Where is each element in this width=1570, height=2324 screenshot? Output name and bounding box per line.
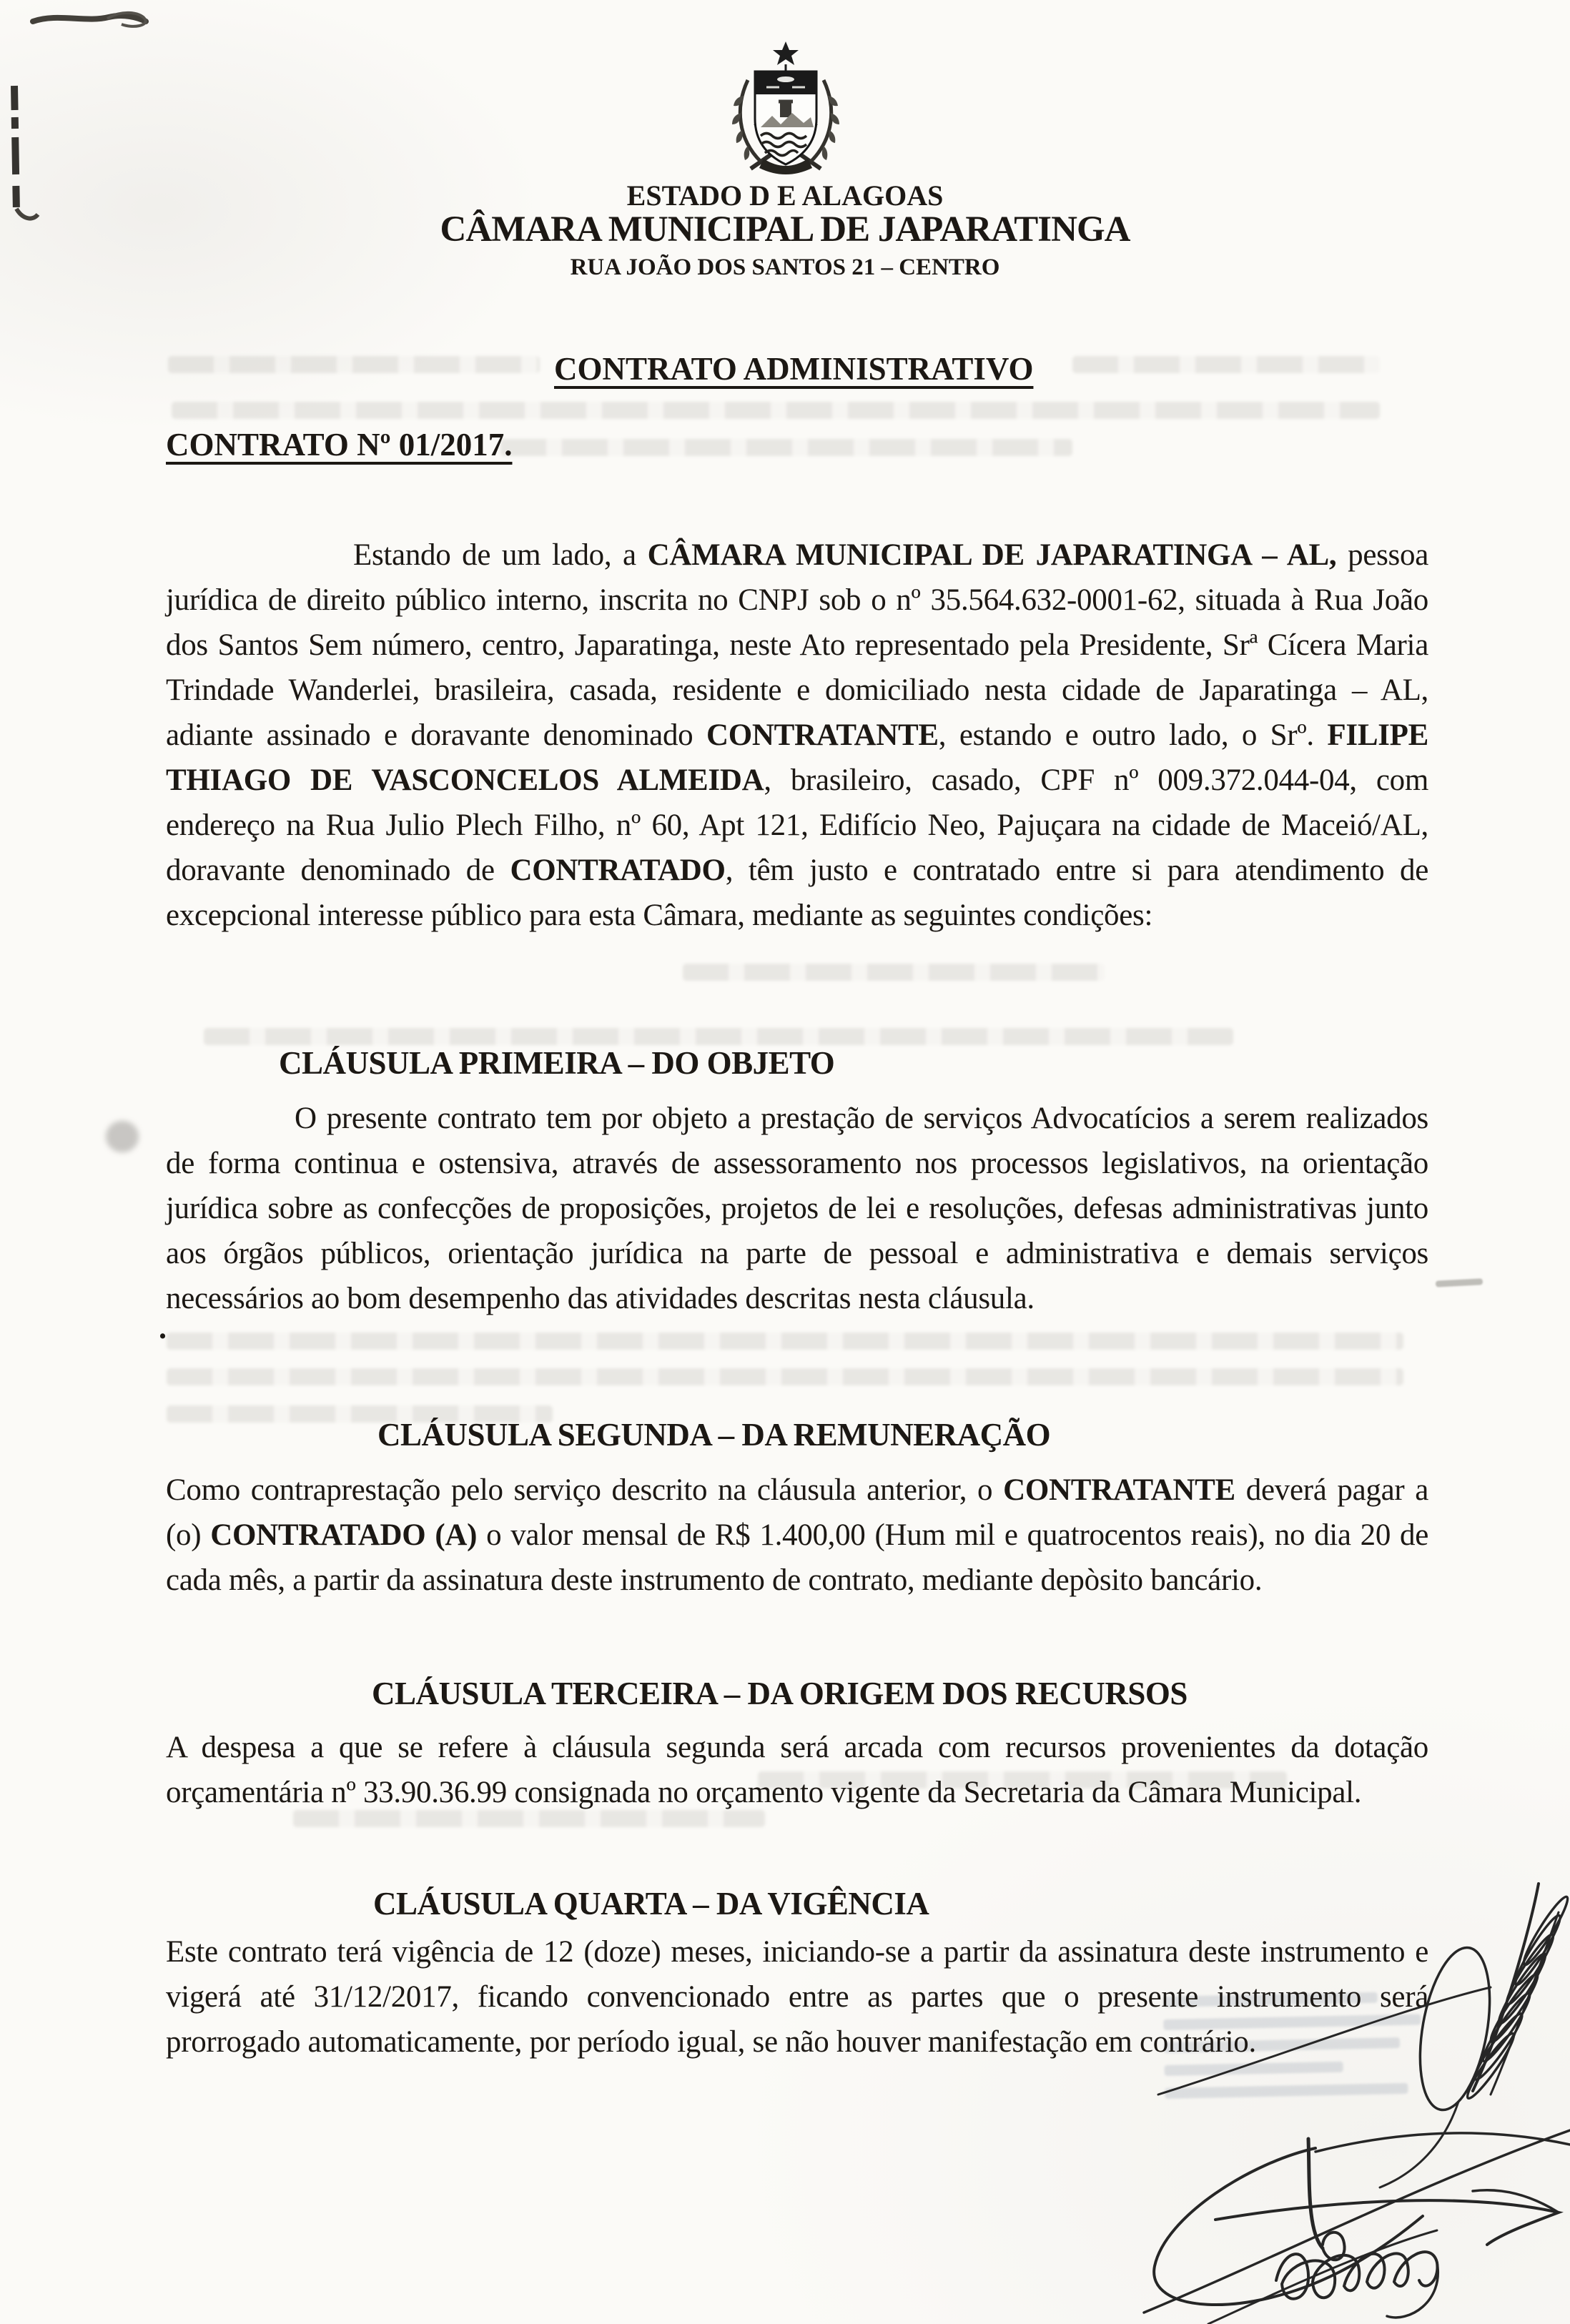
alagoas-coat-of-arms-icon [729, 39, 842, 174]
clause-2-body: Como contraprestação pelo serviço descrito na cláusula anterior, o CONTRATANTE deverá pagar a (o) CONTRATADO (A) o valor mensal de R$ 1.400,00 (Hum mil e quatrocentos reais), no dia 20 de cada mês, a partir da assinatura deste instrumento de contrato, mediante depòsito bancário. [166, 1473, 1428, 1597]
clause-1-heading: CLÁUSULA PRIMEIRA – DO OBJETO [279, 1045, 835, 1082]
bleed-through-line [683, 964, 1105, 981]
clause-3-body: A despesa a que se refere à cláusula segunda será arcada com recursos provenientes da dotação orçamentária nº 33.90.36.99 consignada no orçamento vigente da Secretaria da Câmara Municipal. [166, 1731, 1428, 1809]
clause-4-body: Este contrato terá vigência de 12 (doze) meses, iniciando-se a partir da assinatura deste instrumento e vigerá até 31/12/2017, ficando convencionado entre as partes que o presente instrumento será prorrogado automaticamente, por período igual, se não houver manifestação em contrário. [166, 1935, 1428, 2059]
bleed-through-line [167, 1332, 1403, 1350]
bleed-through-line [1072, 356, 1380, 373]
intro-paragraph: Estando de um lado, a CÂMARA MUNICIPAL DE JAPARATINGA – AL, pessoa jurídica de direito público interno, inscrita no CNPJ sob o nº 35.564.632-0001-62, situada à Rua João dos Santos Sem número, centro, Japaratinga, neste Ato representado pela Presidente, Srª Cícera Maria Trindade Wanderlei, brasileira, casada, residente e domiciliado nesta cidade de Japaratinga – AL, adiante assinado e doravante denominado CONTRATANTE, estando e outro lado, o Srº. FILIPE THIAGO DE VASCONCELOS ALMEIDA, brasileiro, casado, CPF nº 009.372.044-04, com endereço na Rua Julio Plech Filho, nº 60, Apt 121, Edifício Neo, Pajuçara na cidade de Maceió/AL, doravante denominado de CONTRATADO, têm justo e contratado entre si para atendimento de excepcional interesse público para esta Câmara, mediante as seguintes condições: [166, 538, 1429, 932]
stray-period-mark: . [159, 1310, 167, 1345]
bleed-through-line [168, 356, 540, 373]
bleed-through-line [172, 402, 1380, 419]
handwritten-signature-ink-icon [1101, 1844, 1570, 2324]
bleed-through-line [167, 1368, 1403, 1385]
clause-1-body: O presente contrato tem por objeto a prestação de serviços Advocatícios a serem realizados de forma continua e ostensiva, através de assessoramento nos processos legislativos, na orientação jurídica sobre as confecções de proposições, projetos de lei e resoluções, defesas administrativas junto aos órgãos públicos, orientação jurídica na parte de pessoal e administrativa e demais serviços necessários ao bom desempenho das atividades descritas nesta cláusula. [166, 1102, 1428, 1315]
bleed-through-line [204, 1028, 1233, 1045]
clause-4-heading: CLÁUSULA QUARTA – DA VIGÊNCIA [373, 1886, 929, 1922]
bleed-through-line [500, 439, 1072, 456]
clause-3-heading: CLÁUSULA TERCEIRA – DA ORIGEM DOS RECURSOS [372, 1676, 1188, 1712]
contract-number: CONTRATO Nº 01/2017. [166, 427, 513, 463]
letterhead-state: ESTADO D E ALAGOAS [626, 179, 944, 212]
scan-speck [1436, 1278, 1483, 1287]
ink-smudge [106, 1121, 139, 1152]
letterhead-address: RUA JOÃO DOS SANTOS 21 – CENTRO [570, 254, 1000, 280]
document-title: CONTRATO ADMINISTRATIVO [554, 351, 1034, 387]
clause-2-heading: CLÁUSULA SEGUNDA – DA REMUNERAÇÃO [377, 1417, 1051, 1453]
letterhead-organization: CÂMARA MUNICIPAL DE JAPARATINGA [440, 209, 1130, 249]
